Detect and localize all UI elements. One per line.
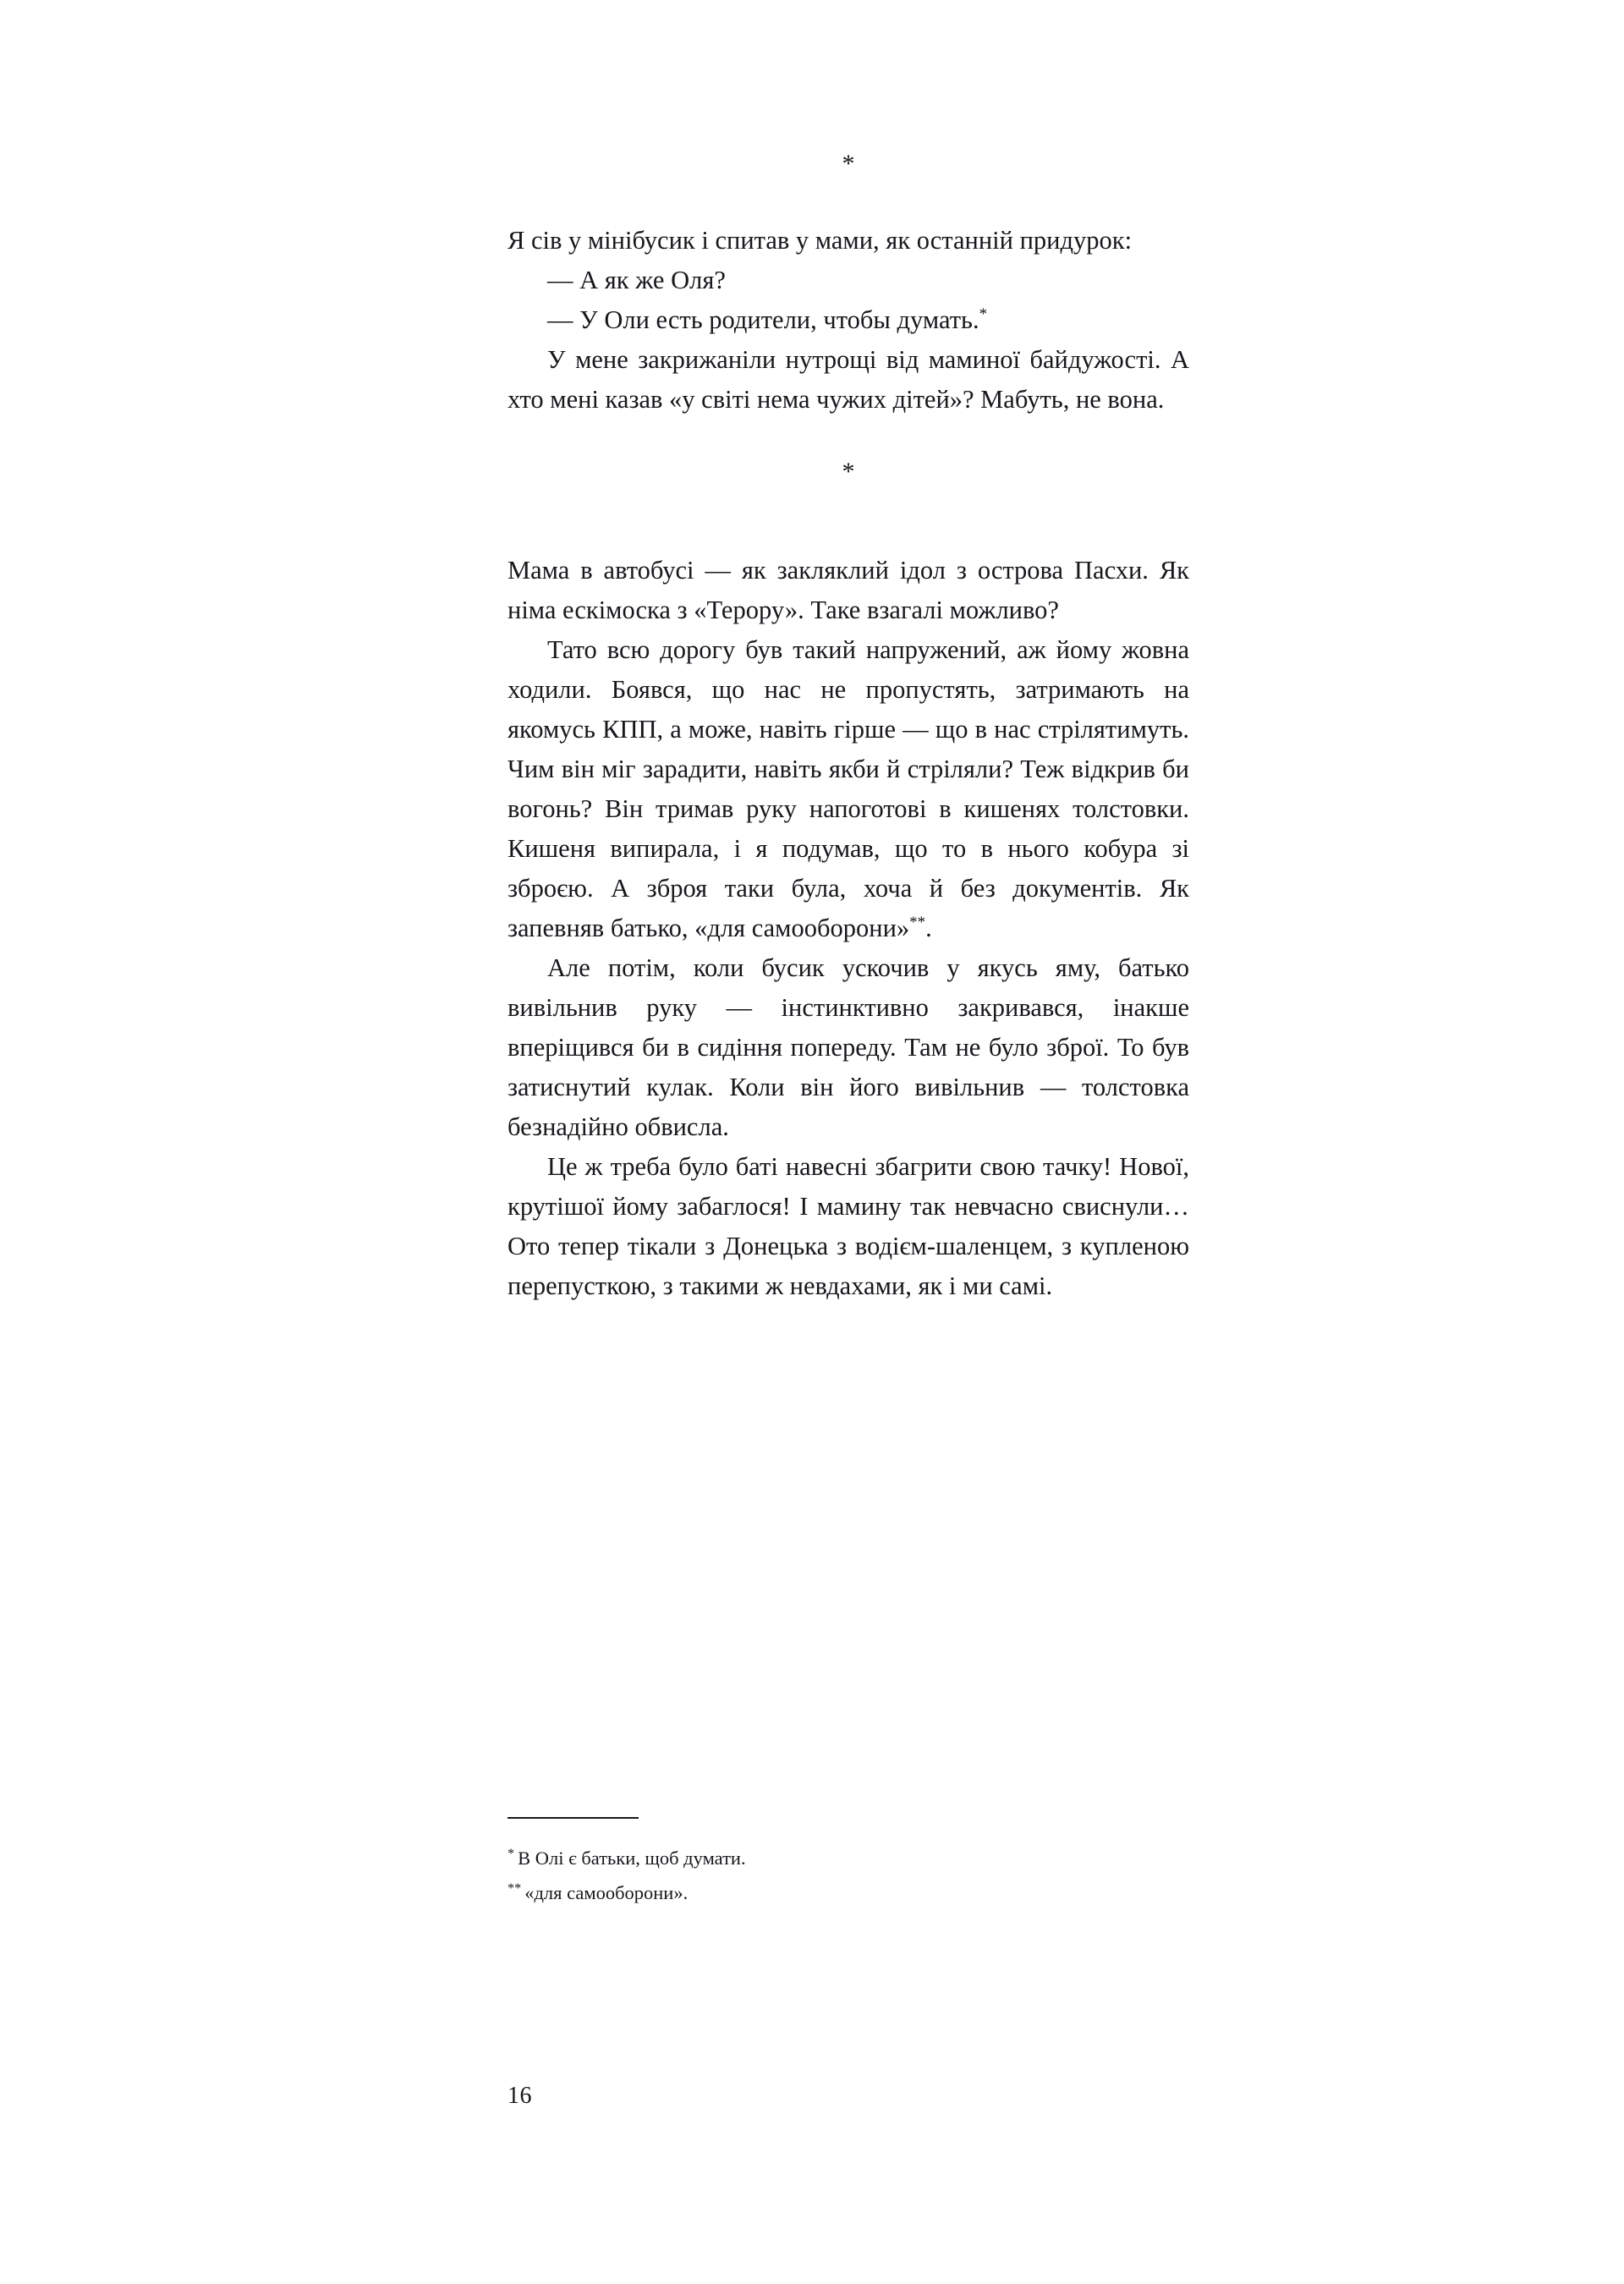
footnote-marker-2: **	[508, 1880, 522, 1896]
paragraph-father-tense	[508, 630, 1189, 948]
section-separator-2: *	[842, 458, 855, 486]
section-separator-1: *	[842, 150, 855, 178]
paragraph-car: Це ж треба було баті навесні збагрити свою тачку! Нової, крутішої йому забаглося! І мамину так невчасно свиснули… Ото тепер тікали з Донецька з водієм-шаленцем, з купленою перепусткою, з такими ж невдахами, як і ми самі.	[508, 1152, 1189, 1300]
book-page	[338, 0, 1286, 2284]
paragraph-reaction: У мене закрижаніли нутрощі від маминої байдужості. А хто мені казав «у світі нема чужих дітей»? Мабуть, не вона.	[508, 345, 1189, 414]
footnote-ref-1[interactable]: *	[979, 305, 988, 323]
dialogue-line-2	[508, 300, 1189, 340]
page-text-column	[508, 0, 1189, 1306]
footnote-item-1	[508, 1841, 1189, 1875]
paragraph-fist: Але потім, коли бусик ускочив у якусь яму, батько вивільнив руку — інстинктивно закривався, інакше вперіщився би в сидіння попереду. Там не було зброї. То був затиснутий кулак. Коли він його вивільнив — толстовка безнадійно обвисла.	[508, 953, 1189, 1141]
footnote-divider	[508, 1817, 639, 1819]
paragraph-father-tense-tail: .	[925, 914, 932, 942]
footnote-item-2	[508, 1875, 1189, 1910]
footnotes-block	[508, 1817, 1189, 1910]
paragraph-opening: Я сів у мінібусик і спитав у мами, як останній придурок:	[508, 226, 1133, 255]
paragraph-father-tense-text: Тато всю дорогу був такий напружений, аж йому жовна ходили. Боявся, що нас не пропустять, затримають на якомусь КПП, а може, навіть гірше — що в нас стрілятимуть. Чим він міг зарадити, навіть якби й стріляли? Теж відкрив би вогонь? Він тримав руку напоготові в кишенях толстовки. Кишеня випирала, і я подумав, що то в нього кобура зі зброєю. А зброя таки була, хоча й без документів. Як запевняв батько, «для самооборони»	[508, 635, 1189, 942]
footnote-text-1: В Олі є батьки, щоб думати.	[518, 1848, 746, 1869]
page-number: 16	[508, 2083, 532, 2109]
footnote-text-2: «для самооборони».	[524, 1882, 689, 1903]
footnote-marker-1: *	[508, 1845, 515, 1861]
dialogue-line-2-text: — У Оли есть родители, чтобы думать.	[547, 305, 979, 334]
paragraph-mother-bus: Мама в автобусі — як закляклий ідол з острова Пасхи. Як німа ескімоска з «Терору». Таке взагалі можливо?	[508, 556, 1189, 624]
dialogue-line-1: — А як же Оля?	[547, 266, 726, 294]
footnote-ref-2[interactable]: **	[909, 913, 926, 931]
